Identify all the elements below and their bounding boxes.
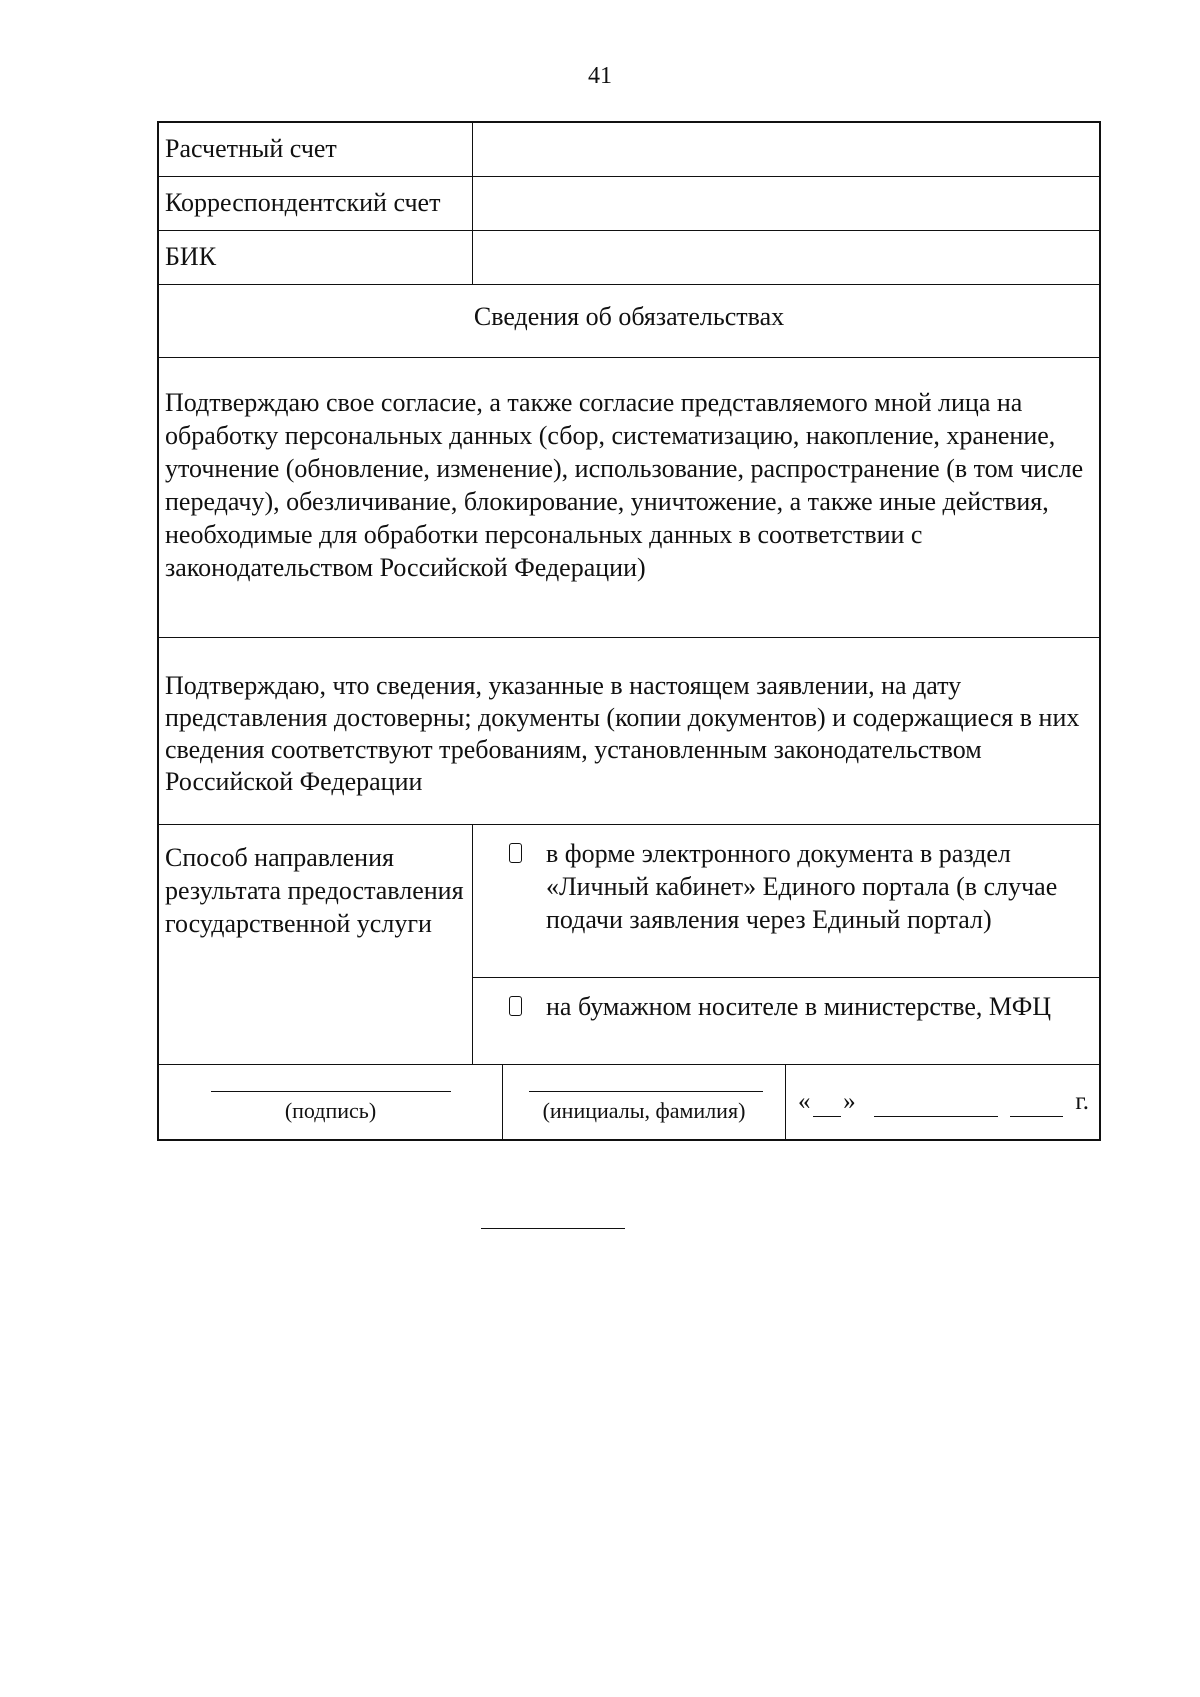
date-close-quote: »: [843, 1088, 856, 1115]
name-line[interactable]: [529, 1091, 763, 1092]
delivery-option-paper[interactable]: [473, 978, 1099, 1064]
delivery-option-electronic[interactable]: [473, 825, 1099, 978]
date-day-blank[interactable]: [813, 1094, 842, 1117]
obligations-heading-row: [159, 285, 1099, 358]
delivery-method-row: [159, 825, 1099, 1065]
bik-field[interactable]: [473, 231, 1099, 284]
date-open-quote: «: [798, 1088, 811, 1115]
paper-option-label: на бумажном носителе в министерстве, МФЦ: [546, 992, 1052, 1021]
page-number: 41: [588, 63, 612, 89]
settlement-account-label: Расчетный счет: [159, 123, 473, 176]
consent-text: Подтверждаю свое согласие, а также согласие представляемого мной лица на обработку персональных данных (сбор, систематизацию, накопление, хранение, уточнение (обновление, изменение), использование, распространение (в том числе передачу), обезличивание, блокирование, уничтожение, а также иные действия, необходимые для обработки персональных данных в соответствии с законодательством Российской Федерации): [165, 388, 1084, 582]
date-month-blank[interactable]: [874, 1094, 998, 1117]
electronic-option-label: в форме электронного документа в раздел «Личный кабинет» Единого портала (в случае подачи заявления через Единый портал): [546, 839, 1058, 934]
consent-row: [159, 358, 1099, 638]
correspondent-account-label: Корреспондентский счет: [159, 177, 473, 230]
bik-label: БИК: [159, 231, 473, 284]
electronic-option-checkbox[interactable]: [509, 843, 522, 863]
table-row-bik: [159, 231, 1099, 285]
date-field: [798, 1087, 1089, 1117]
paper-option-checkbox[interactable]: [509, 996, 522, 1016]
date-year-blank[interactable]: [1010, 1094, 1063, 1117]
obligations-heading: Сведения об обязательствах: [473, 302, 785, 331]
date-year-suffix: г.: [1075, 1088, 1089, 1115]
signature-row: [159, 1065, 1099, 1139]
name-cell: [503, 1065, 786, 1139]
signature-cell: [159, 1065, 503, 1139]
table-row-settlement-account: [159, 123, 1099, 177]
delivery-method-label: Способ направления результата предоставления государственной услуги: [159, 825, 473, 1064]
confirmation-text: Подтверждаю, что сведения, указанные в настоящем заявлении, на дату представления достоверны; документы (копии документов) и содержащиеся в них сведения соответствуют требованиям, установленным законодательством Российской Федерации: [165, 671, 1080, 796]
date-cell: [786, 1065, 1099, 1139]
confirmation-row: [159, 638, 1099, 825]
delivery-method-options: [473, 825, 1099, 1064]
signature-line[interactable]: [211, 1091, 451, 1092]
application-form-table: [157, 121, 1101, 1141]
table-row-correspondent-account: [159, 177, 1099, 231]
settlement-account-field[interactable]: [473, 123, 1099, 176]
name-caption: (инициалы, фамилия): [542, 1098, 746, 1123]
correspondent-account-field[interactable]: [473, 177, 1099, 230]
document-end-rule: [481, 1228, 625, 1229]
signature-caption: (подпись): [284, 1098, 377, 1123]
